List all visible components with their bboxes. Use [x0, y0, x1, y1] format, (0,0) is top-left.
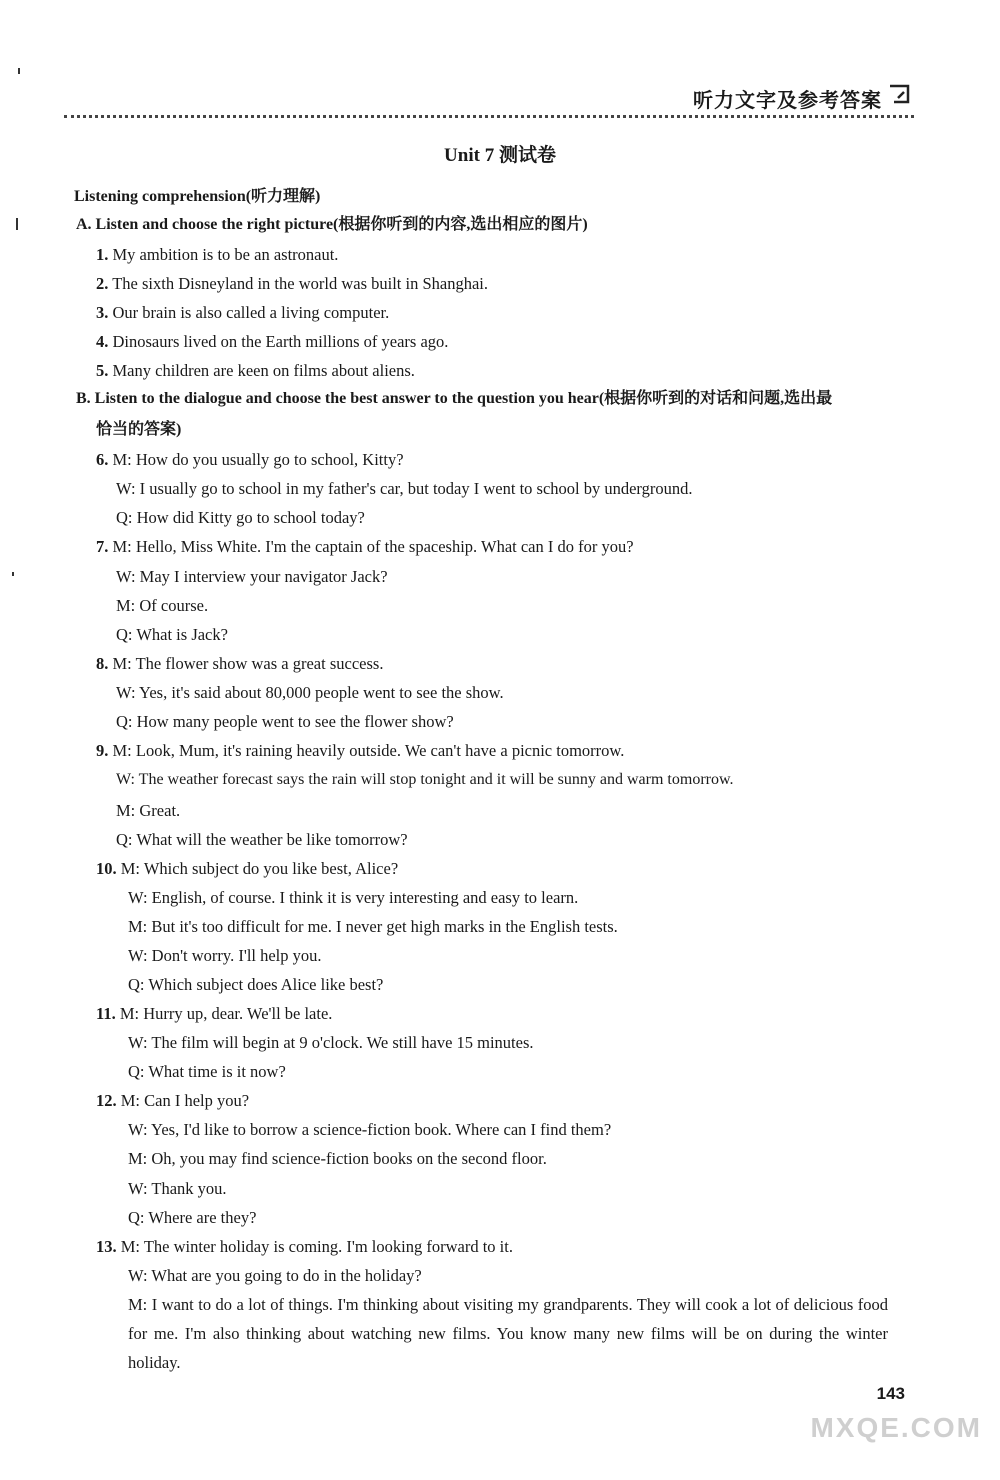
dialogue-line — [96, 741, 624, 761]
dialogue-line: Q: Which subject does Alice like best? — [128, 975, 384, 994]
dialogue-line — [96, 1004, 332, 1024]
item-text: Many children are keen on films about aliens. — [112, 361, 415, 380]
dialogue-line: W: What are you going to do in the holiday? — [128, 1266, 422, 1285]
dialogue-line — [96, 450, 404, 470]
dialogue-line: Q: Where are they? — [128, 1208, 257, 1227]
dialogue-line: Q: How did Kitty go to school today? — [116, 508, 365, 527]
dialogue-line — [96, 859, 398, 879]
watermark-logo: MXQE.COM — [810, 1412, 982, 1443]
speaker-line: M: The flower show was a great success. — [112, 654, 384, 673]
item-number: 10. — [96, 859, 117, 878]
item-text: Our brain is also called a living computer. — [112, 303, 390, 322]
dialogue-line — [96, 1237, 513, 1257]
dialogue-line — [96, 537, 634, 557]
item-text: My ambition is to be an astronaut. — [112, 245, 339, 264]
item-number: 12. — [96, 1091, 117, 1110]
section-a-heading: A. Listen and choose the right picture(根据你听到的内容,选出相应的图片) — [76, 216, 588, 233]
dialogue-line: Q: How many people went to see the flower show? — [116, 712, 454, 731]
dialogue-line: W: Yes, it's said about 80,000 people went to see the show. — [116, 683, 504, 702]
dialogue-line: W: Thank you. — [128, 1179, 227, 1198]
section-b-heading-cont: 恰当的答案) — [96, 421, 182, 438]
dialogue-line: M: But it's too difficult for me. I never get high marks in the English tests. — [128, 917, 618, 936]
dialogue-paragraph: M: I want to do a lot of things. I'm thinking about visiting my grandparents. They will cook a lot of delicious food for me. I'm also thinking about watching new films. You know many new films will be on during the winter holiday. — [128, 1295, 888, 1372]
list-item — [96, 245, 338, 265]
item-number: 13. — [96, 1237, 117, 1256]
dialogue-line: W: The weather forecast says the rain will stop tonight and it will be sunny and warm tomorrow. — [116, 771, 734, 788]
speaker-line: M: Look, Mum, it's raining heavily outside. We can't have a picnic tomorrow. — [112, 741, 625, 760]
header-divider — [64, 115, 914, 118]
item-number: 3. — [96, 303, 109, 322]
dialogue-line: W: Yes, I'd like to borrow a science-fiction book. Where can I find them? — [128, 1120, 612, 1139]
margin-mark — [16, 218, 18, 230]
section-b-heading: B. Listen to the dialogue and choose the best answer to the question you hear(根据你听到的对话和问题,选出最 — [76, 390, 833, 407]
dialogue-line: W: I usually go to school in my father's car, but today I went to school by underground. — [116, 479, 693, 498]
section-listening-heading: Listening comprehension(听力理解) — [74, 188, 321, 205]
header-title: 听力文字及参考答案 — [693, 88, 882, 112]
speaker-line: M: Which subject do you like best, Alice? — [120, 859, 399, 878]
dialogue-line: Q: What will the weather be like tomorrow? — [116, 830, 408, 849]
page-number: 143 — [876, 1384, 905, 1403]
speaker-line: M: The winter holiday is coming. I'm looking forward to it. — [120, 1237, 513, 1256]
item-number: 9. — [96, 741, 109, 760]
item-text: Dinosaurs lived on the Earth millions of years ago. — [112, 332, 449, 351]
item-number: 1. — [96, 245, 109, 264]
list-item — [96, 303, 389, 323]
dialogue-line: M: Oh, you may find science-fiction books on the second floor. — [128, 1149, 547, 1168]
dialogue-line: W: English, of course. I think it is very interesting and easy to learn. — [128, 888, 579, 907]
margin-mark — [18, 68, 20, 74]
item-number: 8. — [96, 654, 109, 673]
margin-mark — [12, 572, 14, 576]
dialogue-line: Q: What time is it now? — [128, 1062, 286, 1081]
speaker-line: M: How do you usually go to school, Kitty? — [112, 450, 404, 469]
item-number: 5. — [96, 361, 109, 380]
dialogue-line: Q: What is Jack? — [116, 625, 228, 644]
speaker-line: M: Hurry up, dear. We'll be late. — [119, 1004, 333, 1023]
dialogue-line — [96, 1091, 249, 1111]
dialogue-line: M: Of course. — [116, 596, 209, 615]
item-number: 4. — [96, 332, 109, 351]
corner-arrow-icon — [886, 80, 914, 108]
item-number: 2. — [96, 274, 109, 293]
item-text: The sixth Disneyland in the world was built in Shanghai. — [112, 274, 488, 293]
item-number: 11. — [96, 1004, 116, 1023]
list-item — [96, 361, 415, 381]
speaker-line: M: Hello, Miss White. I'm the captain of the spaceship. What can I do for you? — [112, 537, 634, 556]
item-number: 6. — [96, 450, 109, 469]
unit-title: Unit 7 测试卷 — [444, 145, 556, 166]
list-item — [96, 274, 488, 294]
speaker-line: M: Can I help you? — [120, 1091, 250, 1110]
dialogue-line — [96, 654, 383, 674]
dialogue-line: M: Great. — [116, 801, 181, 820]
dialogue-line: W: The film will begin at 9 o'clock. We still have 15 minutes. — [128, 1033, 534, 1052]
item-number: 7. — [96, 537, 109, 556]
dialogue-line: W: Don't worry. I'll help you. — [128, 946, 322, 965]
dialogue-line: W: May I interview your navigator Jack? — [116, 567, 388, 586]
list-item — [96, 332, 448, 352]
